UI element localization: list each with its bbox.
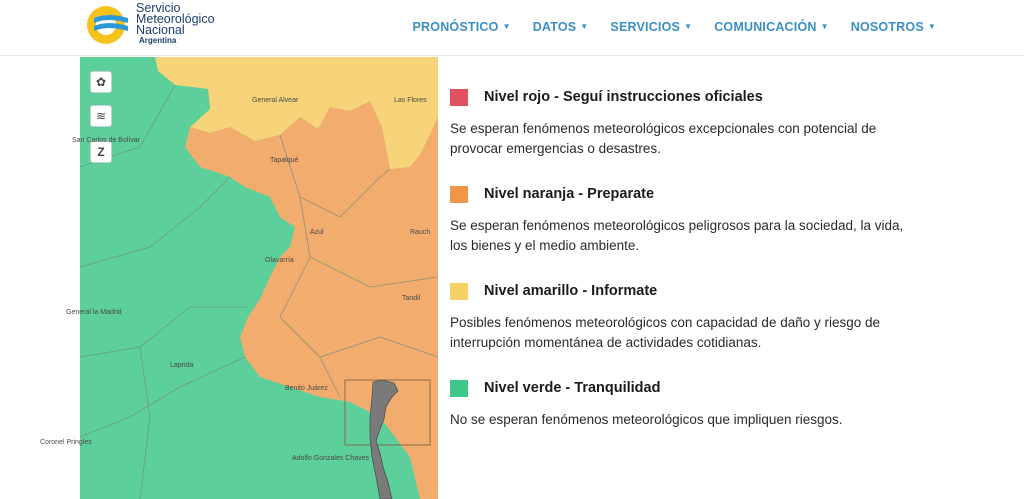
logo-line-2: Meteorológico [136, 12, 215, 26]
legend-desc: No se esperan fenómenos meteorológicos que impliquen riesgos. [450, 412, 843, 427]
town-bolivar: San Carlos de Bolívar [72, 137, 141, 144]
caret-down-icon: ▼ [580, 22, 589, 31]
nav-label: COMUNICACIÓN [714, 20, 817, 34]
nav-label: PRONÓSTICO [412, 20, 499, 34]
town-tandil: Tandil [402, 295, 421, 302]
town-olavarria: Olavarría [265, 257, 294, 264]
town-laprida: Laprida [170, 362, 194, 369]
yellow-swatch [450, 283, 468, 300]
legend-title: Nivel amarillo - Informate [484, 283, 658, 299]
town-general-la-madrid: General la Madrid [66, 309, 122, 316]
legend-desc: Posibles fenómenos meteorológicos con capacidad de daño y riesgo de interrupción momentánea de actividades cotidianas. [450, 315, 881, 350]
nav-label: DATOS [532, 20, 577, 34]
orange-swatch [450, 186, 468, 203]
z-icon: Z [97, 145, 105, 159]
legend-yellow [450, 282, 940, 353]
wind-icon: ≋ [95, 109, 107, 123]
town-rauch: Rauch [410, 229, 431, 236]
flower-icon: ✿ [95, 75, 107, 89]
town-benito-juarez: Benito Juárez [285, 385, 328, 392]
alert-map[interactable] [40, 57, 438, 499]
town-las-flores: Las Flores [394, 97, 427, 104]
red-swatch [450, 89, 468, 106]
smn-logo[interactable] [86, 2, 236, 46]
caret-down-icon: ▼ [927, 22, 936, 31]
logo-line-4: Argentina [139, 36, 177, 45]
nav-servicios[interactable] [610, 20, 692, 34]
logo-line-1: Servicio [136, 1, 181, 15]
town-tapalque: Tapalqué [270, 157, 299, 164]
town-gonzales-chaves: Adolfo Gonzales Chaves [292, 455, 370, 462]
map-wind-button[interactable] [90, 105, 112, 127]
town-general-alvear: General Alvear [252, 97, 299, 104]
main-nav [391, 20, 936, 34]
legend-green [450, 379, 940, 430]
caret-down-icon: ▼ [820, 22, 829, 31]
nav-datos[interactable] [533, 20, 589, 34]
legend-desc: Se esperan fenómenos meteorológicos excepcionales con potencial de provocar emergencias o desastres. [450, 121, 877, 156]
caret-down-icon: ▼ [502, 22, 511, 31]
legend-title: Nivel naranja - Preparate [484, 186, 655, 202]
nav-pronostico[interactable] [413, 20, 511, 34]
nav-nosotros[interactable] [851, 20, 936, 34]
logo-line-3: Nacional [136, 23, 185, 37]
smn-logo-icon [86, 4, 130, 46]
map-layer [80, 57, 438, 499]
map-zoom-button[interactable] [90, 141, 112, 163]
nav-label: NOSOTROS [850, 20, 924, 34]
legend-title: Nivel verde - Tranquilidad [484, 380, 661, 396]
logo-text [136, 3, 215, 45]
green-swatch [450, 380, 468, 397]
town-pringles: Coronel Pringles [40, 439, 92, 446]
legend-desc: Se esperan fenómenos meteorológicos peligrosos para la sociedad, la vida, los bienes y el medio ambiente. [450, 218, 904, 253]
nav-comunicacion[interactable] [714, 20, 829, 34]
town-azul: Azul [310, 229, 324, 236]
legend-red [450, 88, 940, 159]
nav-label: SERVICIOS [610, 20, 681, 34]
site-header [0, 0, 1024, 56]
legend-title: Nivel rojo - Seguí instrucciones oficiales [484, 89, 763, 105]
caret-down-icon: ▼ [684, 22, 693, 31]
map-layer-button[interactable] [90, 71, 112, 93]
legend-orange [450, 185, 940, 256]
